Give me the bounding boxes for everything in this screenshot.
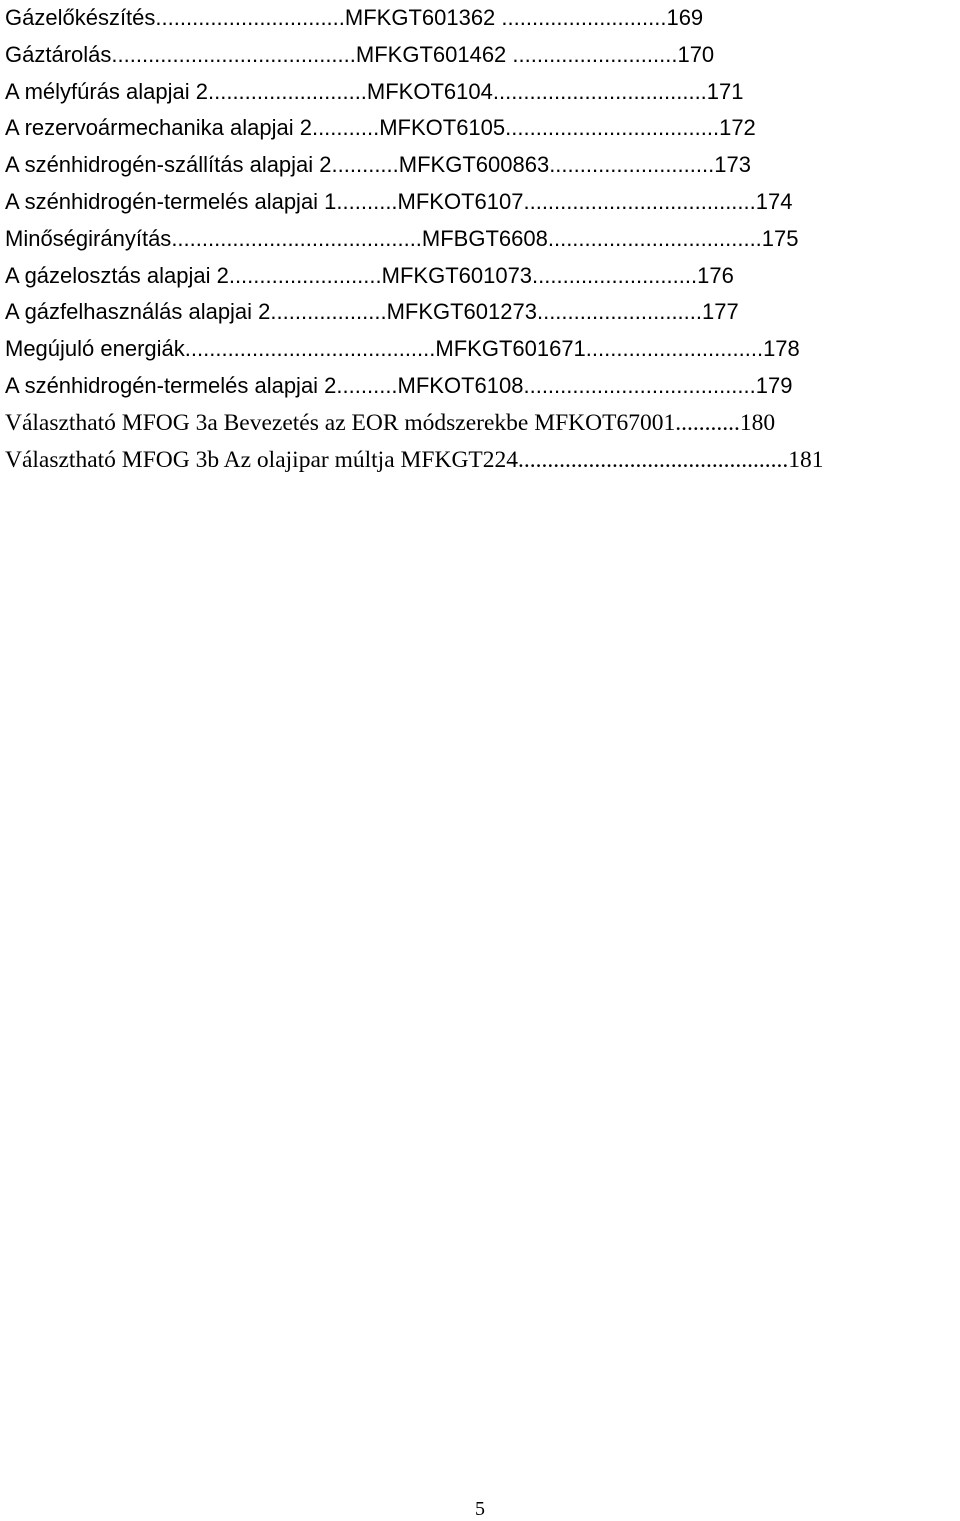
toc-code: MFKGT601273 — [386, 299, 537, 325]
toc-leader: ...................................... — [523, 188, 756, 214]
toc-title: Gáztárolás — [5, 41, 112, 67]
toc-leader: ........... — [311, 115, 380, 141]
table-of-contents — [5, 0, 955, 478]
toc-title: Megújuló energiák — [5, 336, 185, 362]
toc-row[interactable] — [5, 294, 955, 331]
toc-leader: ......................................... — [184, 336, 436, 362]
toc-title: Választható MFOG 3b Az olajipar múltja MFKGT224 — [5, 446, 519, 473]
toc-title: A szénhidrogén-termelés alapjai 1 — [5, 188, 337, 214]
toc-row[interactable] — [5, 184, 955, 221]
toc-leader: ................................... — [492, 78, 707, 104]
toc-code: MFKOT6104 — [366, 78, 493, 104]
toc-code: MFKOT6105 — [379, 115, 506, 141]
toc-leader: ........... — [331, 152, 399, 178]
toc-code: MFKGT600863 — [398, 152, 550, 178]
toc-leader: ........................... — [506, 41, 678, 67]
toc-page: 171 — [706, 78, 744, 104]
toc-row[interactable] — [5, 74, 955, 111]
toc-leader: .......................... — [208, 78, 367, 104]
toc-row[interactable] — [5, 331, 955, 368]
toc-row[interactable] — [5, 368, 955, 405]
toc-page: 173 — [714, 152, 751, 178]
toc-row[interactable] — [5, 258, 955, 295]
toc-leader: ................................... — [505, 115, 720, 141]
toc-page: 176 — [697, 262, 734, 288]
toc-title: A szénhidrogén-szállítás alapjai 2 — [5, 152, 332, 178]
toc-code: MFKGT601462 — [355, 41, 507, 67]
toc-page: 179 — [755, 372, 793, 398]
toc-leader: ......................... — [228, 262, 382, 288]
toc-leader: ......................................... — [171, 225, 422, 251]
toc-code: MFBGT6608 — [421, 225, 548, 251]
page-number: 5 — [475, 1498, 485, 1520]
toc-page: 178 — [763, 336, 800, 362]
toc-row[interactable] — [5, 0, 955, 37]
toc-page: 175 — [761, 225, 799, 251]
toc-title: A gázfelhasználás alapjai 2 — [5, 299, 271, 325]
toc-code: MFKGT601073 — [381, 262, 533, 288]
toc-leader: ................... — [270, 299, 387, 325]
toc-row[interactable] — [5, 147, 955, 184]
toc-code: MFKGT601671 — [435, 336, 586, 362]
toc-leader: ........... — [675, 409, 740, 436]
toc-code: MFKOT6108 — [397, 372, 524, 398]
toc-code: MFKGT601362 — [344, 5, 496, 30]
toc-title: Gázelőkészítés — [5, 5, 156, 30]
toc-leader: ........................................ — [111, 41, 356, 67]
toc-leader: .............................................. — [518, 446, 789, 473]
toc-leader: ........................... — [495, 5, 667, 30]
toc-leader: .......... — [336, 372, 398, 398]
toc-row[interactable] — [5, 405, 955, 442]
toc-title: Választható MFOG 3a Bevezetés az EOR módszerekbe MFKOT67001 — [5, 409, 676, 436]
toc-code: MFKOT6107 — [397, 188, 524, 214]
toc-page: 172 — [719, 115, 756, 141]
toc-page: 169 — [666, 5, 704, 30]
toc-title: Minőségirányítás — [5, 225, 172, 251]
toc-row[interactable] — [5, 37, 955, 74]
toc-leader: ...................................... — [523, 372, 756, 398]
toc-row[interactable] — [5, 442, 955, 479]
toc-leader: ................................... — [547, 225, 762, 251]
toc-leader: ........................... — [549, 152, 715, 178]
toc-page: 181 — [788, 446, 824, 473]
toc-title: A gázelosztás alapjai 2 — [5, 262, 229, 288]
toc-page: 180 — [739, 409, 776, 436]
toc-title: A mélyfúrás alapjai 2 — [5, 78, 208, 104]
toc-leader: .......... — [336, 188, 398, 214]
toc-leader: ........................... — [532, 262, 698, 288]
toc-title: A rezervoármechanika alapjai 2 — [5, 115, 312, 141]
toc-row[interactable] — [5, 221, 955, 258]
toc-leader: ........................... — [536, 299, 703, 325]
toc-leader: ............................... — [155, 5, 345, 30]
toc-leader: ............................. — [585, 336, 764, 362]
toc-page: 177 — [702, 299, 739, 325]
toc-title: A szénhidrogén-termelés alapjai 2 — [5, 372, 337, 398]
toc-row[interactable] — [5, 110, 955, 147]
toc-page: 174 — [755, 188, 793, 214]
toc-page: 170 — [677, 41, 715, 67]
